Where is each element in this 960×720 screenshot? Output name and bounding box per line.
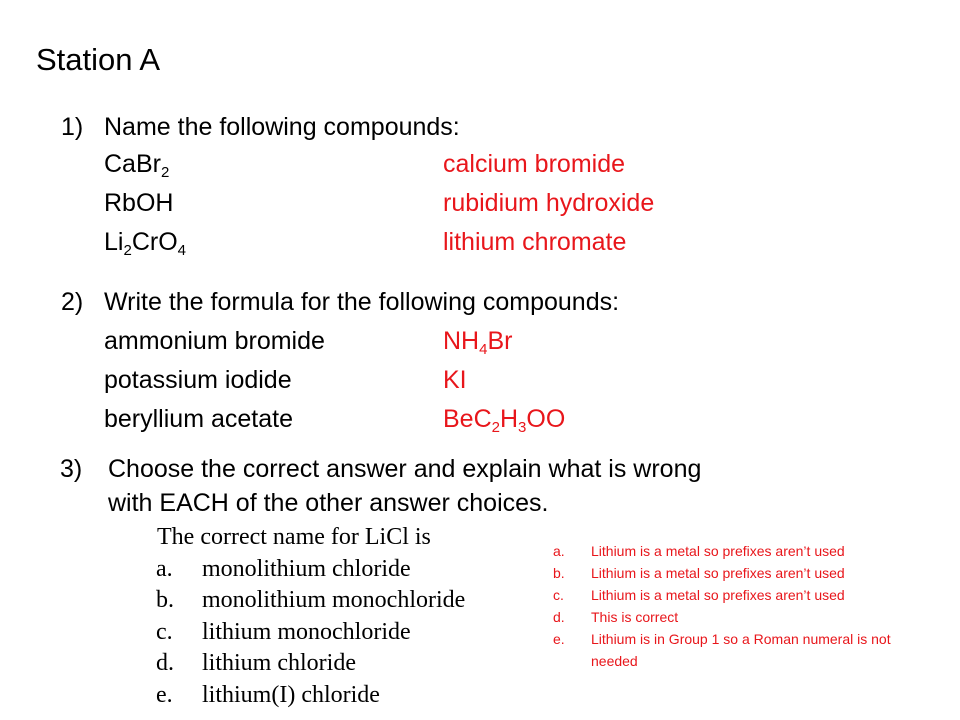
mc-option	[132, 617, 522, 649]
mc-option-letter: a.	[156, 555, 173, 582]
mc-option-text: monolithium chloride	[202, 555, 411, 582]
q3-prompt-line: with EACH of the other answer choices.	[108, 489, 549, 517]
formula-text: NH	[443, 327, 480, 355]
q2-heading	[61, 285, 620, 319]
q3-number: 3)	[60, 455, 83, 483]
explanation-item	[553, 562, 933, 584]
q3-prompt	[108, 452, 828, 520]
mc-option-letter: d.	[156, 650, 174, 676]
explanation-item	[553, 606, 933, 628]
mc-option	[132, 585, 522, 617]
mc-option-text: lithium chloride	[202, 650, 356, 676]
mc-option-letter: c.	[156, 618, 173, 645]
q1-formula	[104, 147, 169, 181]
formula-text: OO	[526, 405, 566, 433]
explanation-text: Lithium is a metal so prefixes aren’t used	[591, 543, 845, 559]
formula-text: KI	[443, 366, 467, 394]
q1-number: 1)	[61, 113, 84, 141]
formula-text: Br	[487, 327, 513, 355]
explanation-text: This is correct	[591, 609, 679, 625]
q2-answer	[443, 363, 467, 397]
explanation-text: Lithium is a metal so prefixes aren’t used	[591, 587, 845, 603]
formula-text: BeC	[443, 405, 492, 433]
explanation-letter: b.	[553, 565, 565, 581]
q2-answer	[443, 324, 512, 358]
page-title: Station A	[36, 42, 161, 77]
q1-answer: rubidium hydroxide	[443, 189, 655, 217]
multiple-choice-question	[132, 522, 522, 711]
formula-subscript: 3	[518, 419, 527, 436]
q1-answer: lithium chromate	[443, 228, 627, 256]
formula-text: Li	[104, 228, 124, 256]
formula-subscript: 2	[160, 164, 170, 181]
explanation-item	[553, 628, 933, 672]
mc-option-text: lithium monochloride	[202, 618, 411, 645]
explanation-text: Lithium is in Group 1 so a Roman numeral is not needed	[591, 631, 891, 669]
q1-formula	[104, 225, 186, 259]
formula-text: RbOH	[104, 189, 174, 217]
mc-stem: The correct name for LiCl is	[157, 524, 431, 550]
q1-answer: calcium bromide	[443, 150, 626, 178]
q2-prompt: Write the formula for the following compounds:	[104, 288, 620, 316]
explanation-letter: d.	[553, 609, 565, 625]
q2-answer	[443, 402, 565, 436]
q2-number: 2)	[61, 288, 84, 316]
explanation-item	[553, 584, 933, 606]
explanation-letter: c.	[553, 587, 564, 603]
q3-prompt-line: Choose the correct answer and explain what is wrong	[108, 455, 702, 483]
explanation-letter: a.	[553, 543, 565, 559]
formula-subscript: 4	[177, 242, 186, 259]
formula-text: CaBr	[104, 150, 161, 178]
formula-subscript: 2	[491, 419, 500, 436]
q2-compound-name: potassium iodide	[104, 366, 292, 394]
q1-formula	[104, 186, 173, 220]
formula-text: H	[499, 405, 519, 433]
mc-option-text: lithium(I) chloride	[202, 681, 380, 708]
explanation-text: Lithium is a metal so prefixes aren’t used	[591, 565, 845, 581]
mc-option	[132, 680, 522, 712]
q2-compound-name: ammonium bromide	[104, 327, 325, 355]
q1-heading	[61, 110, 460, 144]
q1-prompt: Name the following compounds:	[104, 113, 460, 141]
mc-option	[132, 554, 522, 586]
q2-compound-name: beryllium acetate	[104, 405, 293, 433]
formula-subscript: 4	[479, 341, 488, 358]
mc-option	[132, 648, 522, 680]
explanation-item	[553, 540, 933, 562]
mc-option-letter: e.	[156, 681, 173, 708]
mc-option-letter: b.	[156, 587, 174, 613]
mc-option-text: monolithium monochloride	[202, 587, 466, 613]
explanation-letter: e.	[553, 631, 565, 647]
explanation-list	[553, 540, 933, 672]
formula-text: CrO	[131, 228, 178, 256]
formula-subscript: 2	[123, 242, 132, 259]
